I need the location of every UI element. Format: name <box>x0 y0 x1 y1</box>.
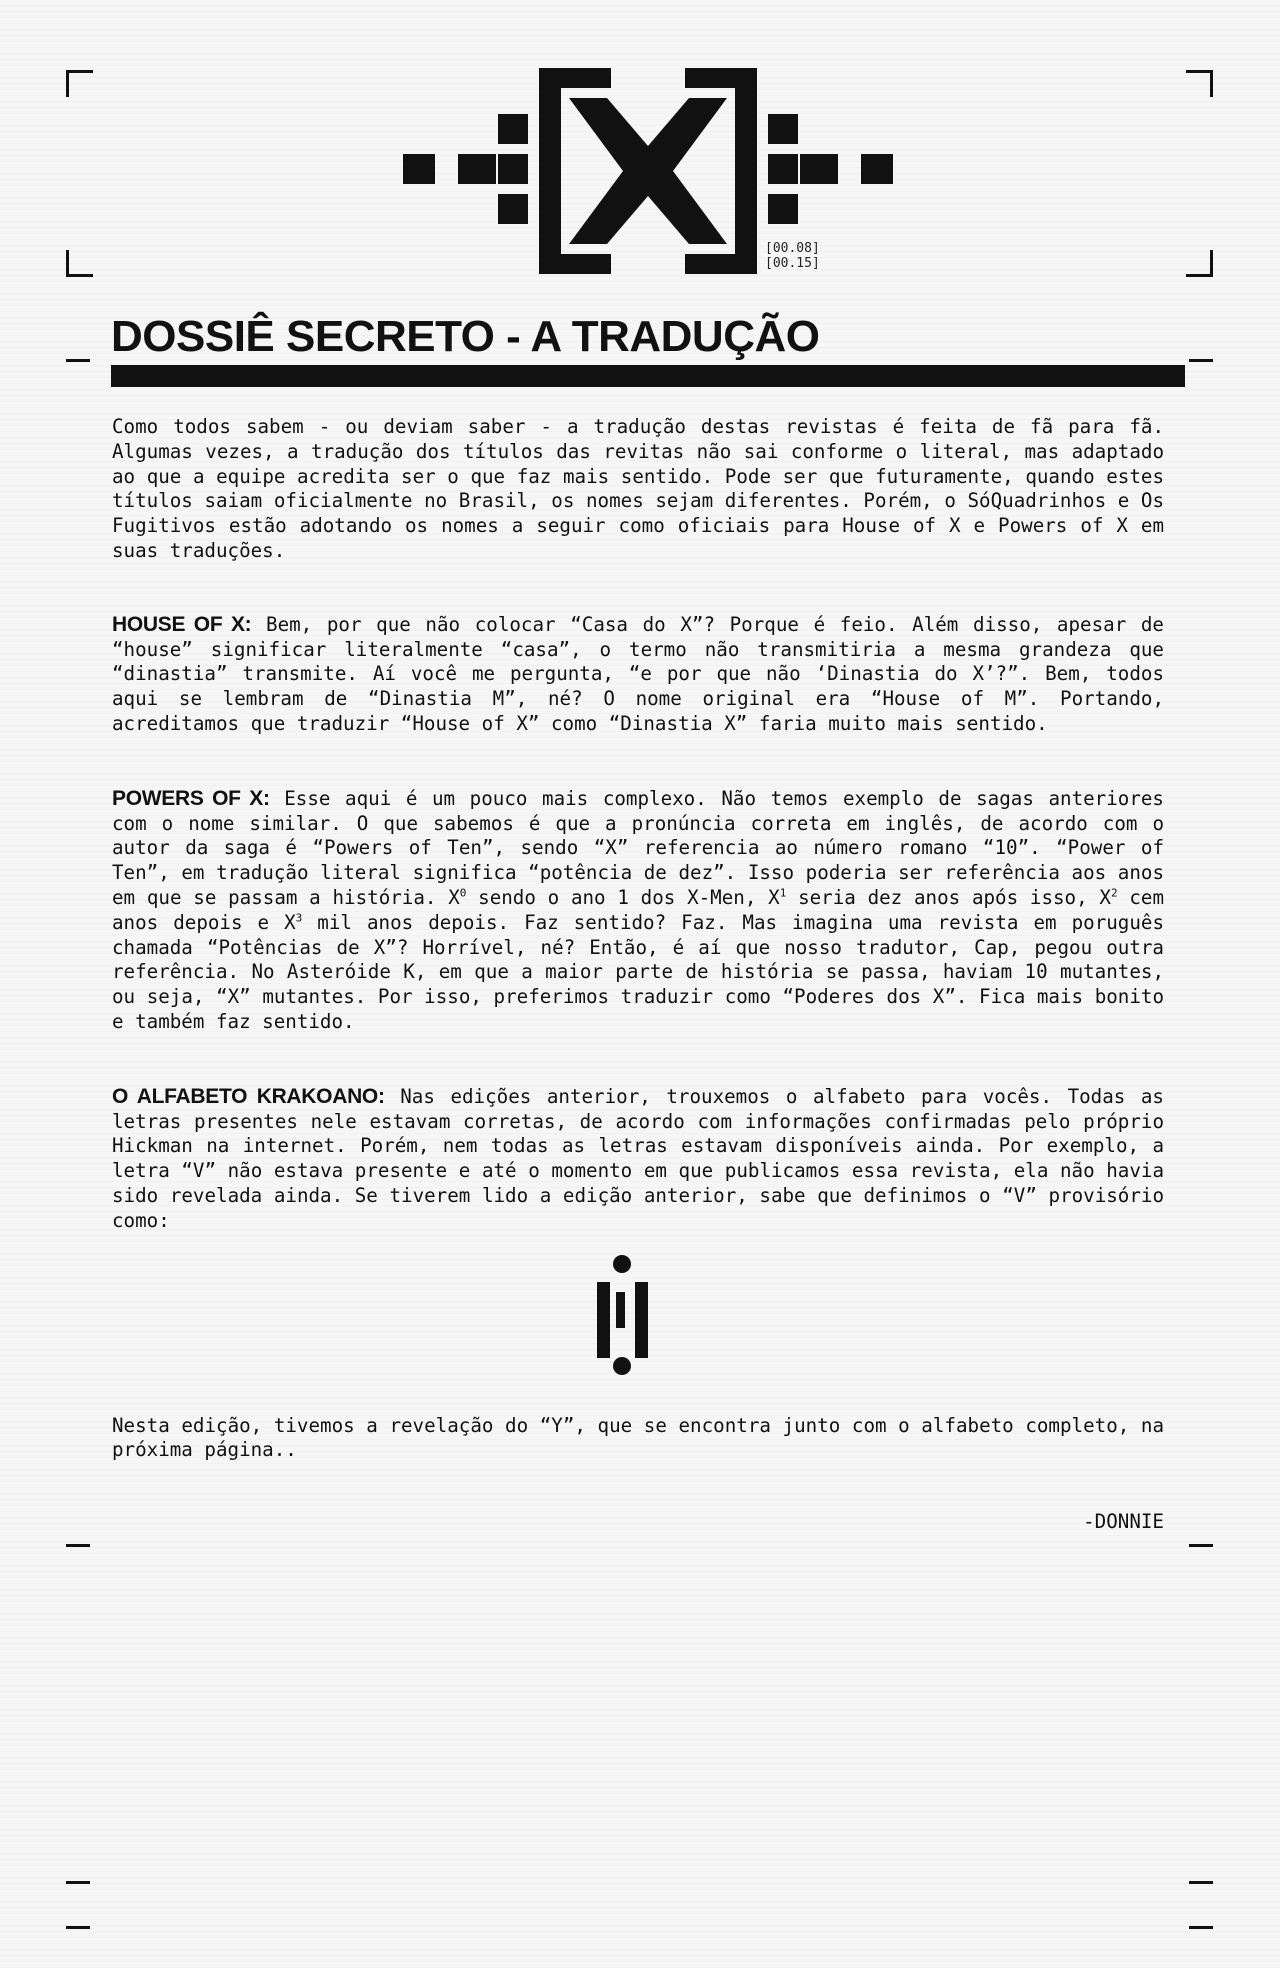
section-heading: O ALFABETO KRAKOANO: <box>112 1084 385 1108</box>
section-body: cem anos depois e X <box>112 885 1165 934</box>
section-body: seria dez anos após isso, X <box>786 885 1111 909</box>
krakoan-letter-v-icon <box>594 1254 684 1376</box>
section-body: sendo o ano 1 dos X-Men, X <box>466 885 780 909</box>
title-underline-bar <box>111 365 1185 387</box>
superscript: 1 <box>779 886 787 900</box>
frame-tick <box>1189 1881 1213 1884</box>
frame-corner-bottom-right <box>1186 250 1213 277</box>
frame-tick <box>1189 1926 1213 1929</box>
frame-corner-bottom-left <box>66 250 93 277</box>
intro-paragraph: Como todos sabem - ou deviam saber - a tradução destas revistas é feita de fã para fã. Algumas vezes, a tradução dos títulos das revitas não sai conforme o literal, mas adaptado ao que a equipe acredita ser o que faz mais sentido. Pode ser que futuramente, quando estes títulos saiam oficialmente no Brasil, os nomes sejam diferentes. Porém, o SóQuadrinhos e Os Fugitivos estão adotando os nomes a seguir como oficiais para House of X e Powers of X em suas traduções. <box>112 415 1164 562</box>
section-body: Nas edições anterior, trouxemos o alfabeto para vocês. Todas as letras presentes nele estavam corretas, de acordo com informações confirmadas pelo próprio Hickman na internet. Porém, nem todas as letras estavam disponíveis ainda. Por exemplo, a letra “V” não estava presente e até o momento em que publicamos essa revista, ela não havia sido revelada ainda. Se tiverem lido a edição anterior, sabe que definimos o “V” provisório como: <box>112 1084 1164 1232</box>
code-label: [00.08] <box>765 241 820 256</box>
frame-tick <box>66 1544 90 1547</box>
page-title: DOSSIÊ SECRETO - A TRADUÇÃO <box>111 312 820 361</box>
section-heading: POWERS OF X: <box>112 786 270 810</box>
frame-tick <box>1189 1544 1213 1547</box>
section-body: mil anos depois. Faz sentido? Faz. Mas imagina uma revista em poruguês chamada “Potências de X”? Horrível, né? Então, é aí que nosso tradutor, Cap, pegou outra referência. No Asteróide K, em que a maior parte de história se passa, haviam 10 mutantes, ou seja, “X” mutantes. Por isso, preferimos traduzir como “Poderes dos X”. Fica mais bonito e também faz sentido. <box>112 910 1165 1033</box>
section-body: Bem, por que não colocar “Casa do X”? Porque é feio. Além disso, apesar de “house” significar literalmente “casa”, o termo não transmitiria a mesma grandeza que “dinastia” transmite. Aí você me pergunta, “e por que não ‘Dinastia do X’?”. Bem, todos aqui se lembram de “Dinastia M”, né? O nome original era “House of M”. Portando, acreditamos que traduzir “House of X” como “Dinastia X” faria muito mais sentido. <box>112 612 1164 735</box>
frame-tick <box>66 1881 90 1884</box>
glyph-figure <box>112 1234 1164 1414</box>
section-body: Esse aqui é um pouco mais complexo. Não temos exemplo de sagas anteriores com o nome similar. O que sabemos é que a pronúncia correta em inglês, de acordo com o autor da saga é “Powers of Ten”, sendo “X” referencia ao número romano “10”. “Power of Ten”, em tradução literal significa “potência de dez”. Isso poderia ser referência aos anos em que se passam a história. X <box>112 786 1164 909</box>
krakoan-alphabet-paragraph <box>112 1085 1164 1234</box>
code-label: [00.15] <box>765 256 820 271</box>
superscript: 2 <box>1110 886 1118 900</box>
article-body <box>112 415 1164 1463</box>
frame-corner-top-left <box>66 70 93 97</box>
section-heading: HOUSE OF X: <box>112 612 252 636</box>
frame-tick <box>66 359 90 362</box>
house-of-x-paragraph <box>112 613 1164 737</box>
frame-tick <box>1189 359 1213 362</box>
frame-tick <box>66 1926 90 1929</box>
powers-of-x-paragraph <box>112 787 1164 1035</box>
frame-corner-top-right <box>1186 70 1213 97</box>
author-signature: -DONNIE <box>1083 1510 1164 1533</box>
superscript: 0 <box>459 886 467 900</box>
closing-paragraph: Nesta edição, tivemos a revelação do “Y”, que se encontra junto com o alfabeto completo, na próxima página.. <box>112 1413 1164 1462</box>
superscript: 3 <box>295 911 303 925</box>
